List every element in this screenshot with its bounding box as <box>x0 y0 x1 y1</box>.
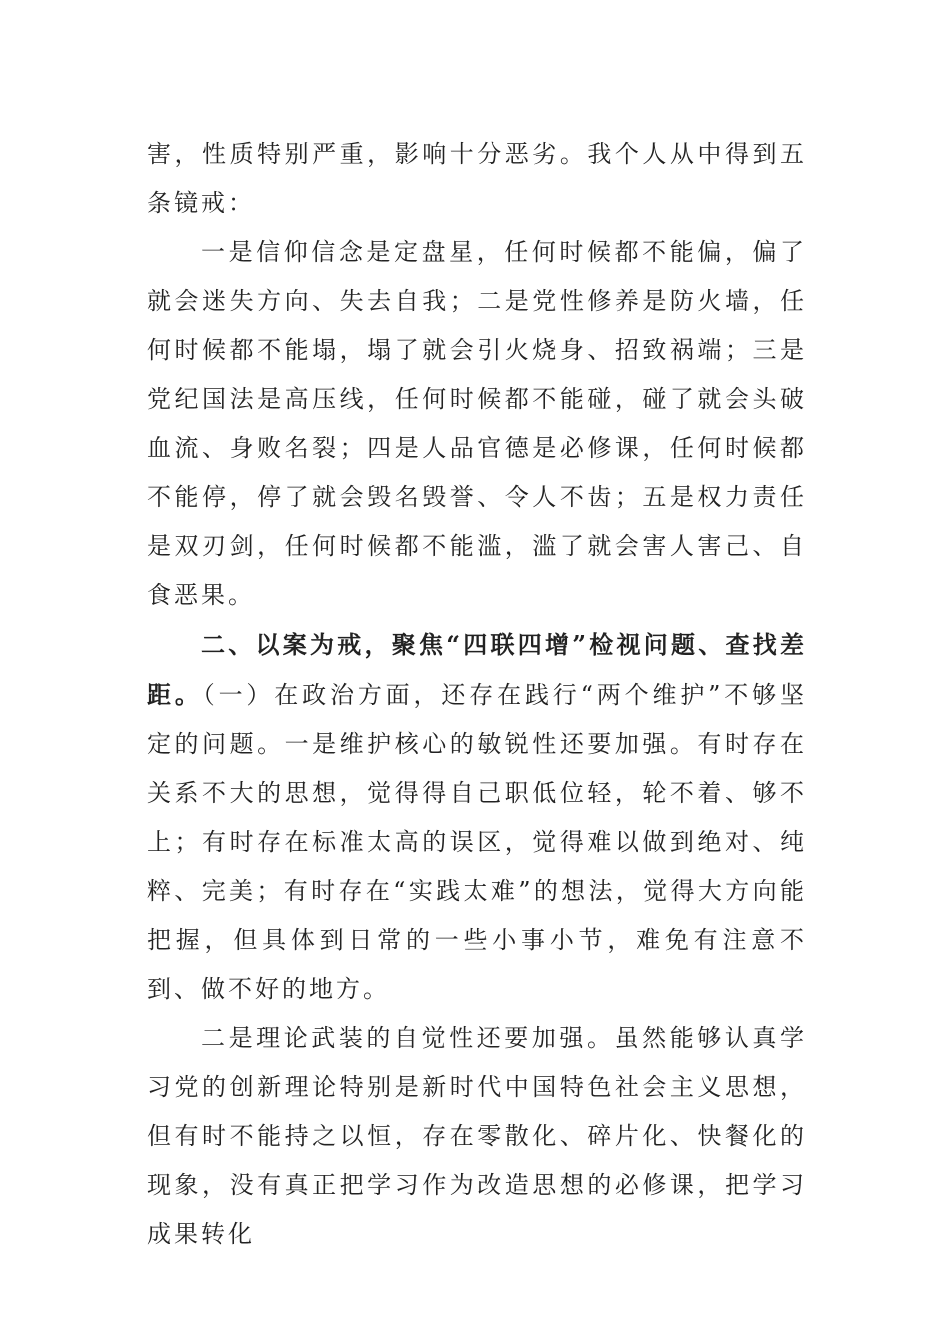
paragraph-theory-study <box>147 1014 807 1259</box>
paragraph-text: （一）在政治方面，还存在践行“两个维护”不够坚定的问题。一是维护核心的敏锐性还要加强。有时存在关系不大的思想，觉得得自己职低位轻，轮不着、够不上；有时存在标准太高的误区，觉得难以做到绝对、纯粹、完美；有时存在“实践太难”的想法，觉得大方向能把握，但具体到日常的一些小事小节，难免有注意不到、做不好的地方。 <box>147 681 808 1003</box>
paragraph-section-two <box>147 620 807 1014</box>
paragraph-continuation <box>147 130 807 228</box>
paragraph-text: 二是理论武装的自觉性还要加强。虽然能够认真学习党的创新理论特别是新时代中国特色社会主义思想，但有时不能持之以恒，存在零散化、碎片化、快餐化的现象，没有真正把学习作为改造思想的必修课，把学习成果转化 <box>147 1024 807 1248</box>
paragraph-text: 害，性质特别严重，影响十分恶劣。我个人从中得到五条镜戒： <box>147 140 807 217</box>
document-body <box>147 130 807 1259</box>
paragraph-five-lessons <box>147 228 807 620</box>
paragraph-text: 一是信仰信念是定盘星，任何时候都不能偏，偏了就会迷失方向、失去自我；二是党性修养是防火墙，任何时候都不能塌，塌了就会引火烧身、招致祸端；三是党纪国法是高压线，任何时候都不能碰，碰了就会头破血流、身败名裂；四是人品官德是必修课，任何时候都不能停，停了就会毁名毁誉、令人不齿；五是权力责任是双刃剑，任何时候都不能滥，滥了就会害人害己、自食恶果。 <box>147 238 807 609</box>
section-heading: 二、以案为戒，聚焦“四联四增”检视问题、查找差距。 <box>147 630 807 709</box>
